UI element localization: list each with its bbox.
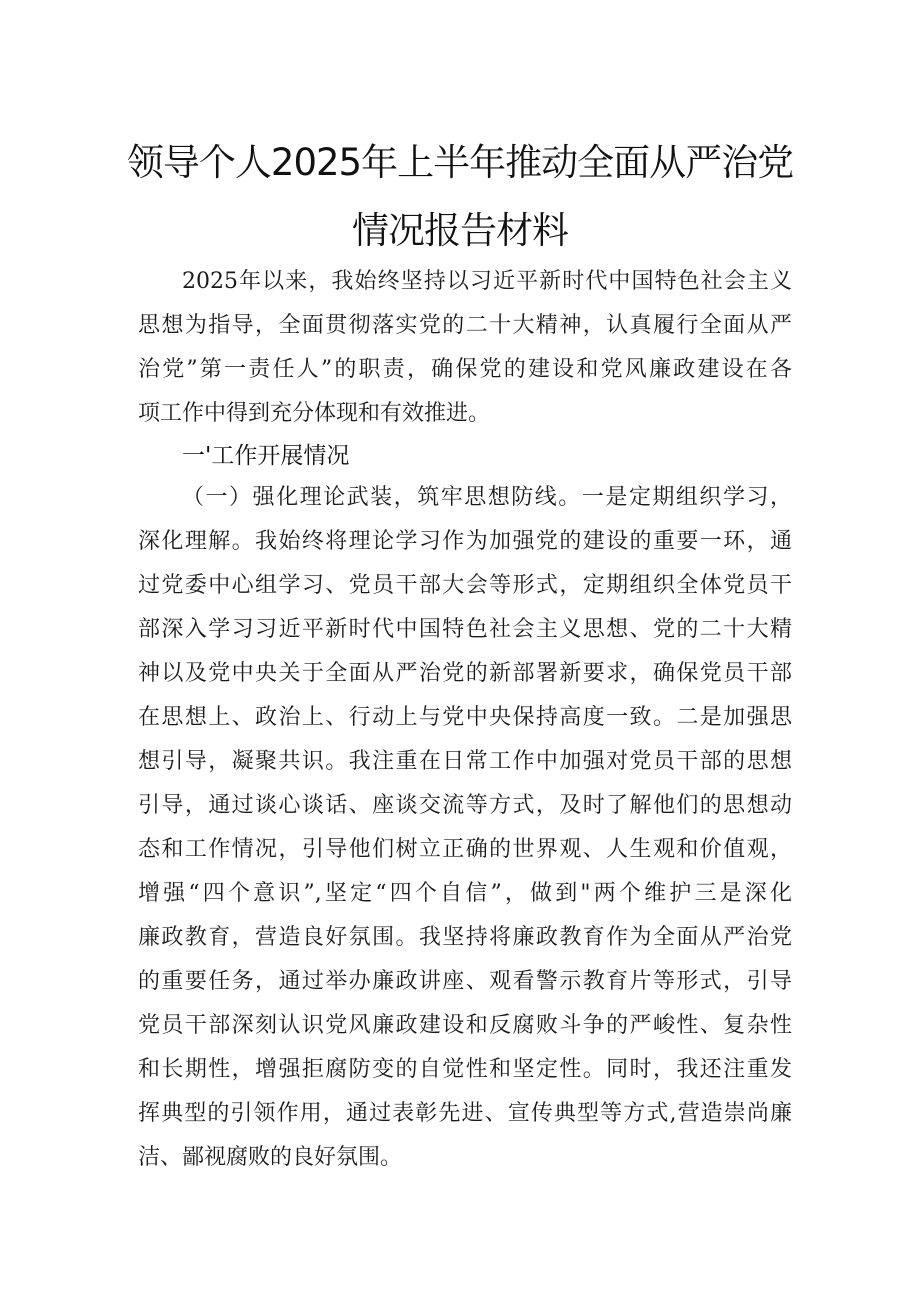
- section-line-9: 态和工作情况，引导他们树立正确的世界观、人生观和价值观，: [138, 837, 792, 862]
- document-title-line-1: 领导个人2025年上半年推动全面从严治党: [126, 141, 794, 184]
- section-line-13: 党员干部深刻认识党风廉政建设和反腐败斗争的严峻性、复杂性: [138, 1013, 792, 1038]
- section-line-1: （一）强化理论武装，筑牢思想防线。一是定期组织学习，: [182, 485, 792, 510]
- section-line-11: 廉政教育，营造良好氛围。我坚持将廉政教育作为全面从严治党: [138, 925, 792, 950]
- document-title-line-2: 情况报告材料: [352, 209, 568, 252]
- intro-line-2: 思想为指导，全面贯彻落实党的二十大精神，认真履行全面从严: [138, 313, 792, 338]
- section-line-10: 增强“四个意识”,坚定“四个自信”，做到"两个维护三是深化: [138, 881, 792, 906]
- section-heading: 一'工作开展情况: [182, 443, 350, 469]
- section-line-4: 部深入学习习近平新时代中国特色社会主义思想、党的二十大精: [138, 617, 792, 642]
- section-line-14: 和长期性，增强拒腐防变的自觉性和坚定性。同时，我还注重发: [138, 1057, 792, 1082]
- section-line-15: 挥典型的引领作用，通过表彰先进、宣传典型等方式,营造崇尚廉: [138, 1101, 792, 1126]
- section-line-3: 过党委中心组学习、党员干部大会等形式，定期组织全体党员干: [138, 573, 792, 598]
- section-line-8: 引导，通过谈心谈话、座谈交流等方式，及时了解他们的思想动: [138, 793, 792, 818]
- section-line-12: 的重要任务，通过举办廉政讲座、观看警示教育片等形式，引导: [138, 969, 792, 994]
- section-line-2: 深化理解。我始终将理论学习作为加强党的建设的重要一环，通: [138, 529, 792, 554]
- section-line-5: 神以及党中央关于全面从严治党的新部署新要求，确保党员干部: [138, 661, 792, 686]
- intro-line-1: 2025年以来，我始终坚持以习近平新时代中国特色社会主义: [182, 269, 792, 294]
- intro-line-4: 项工作中得到充分体现和有效推进。: [138, 401, 491, 426]
- intro-line-3: 治党”第一责任人”的职责，确保党的建设和党风廉政建设在各: [138, 357, 792, 382]
- section-line-7: 想引导，凝聚共识。我注重在日常工作中加强对党员干部的思想: [138, 749, 792, 774]
- section-line-16: 洁、鄙视腐败的良好氛围。: [138, 1145, 403, 1170]
- section-line-6: 在思想上、政治上、行动上与党中央保持高度一致。二是加强思: [138, 705, 792, 730]
